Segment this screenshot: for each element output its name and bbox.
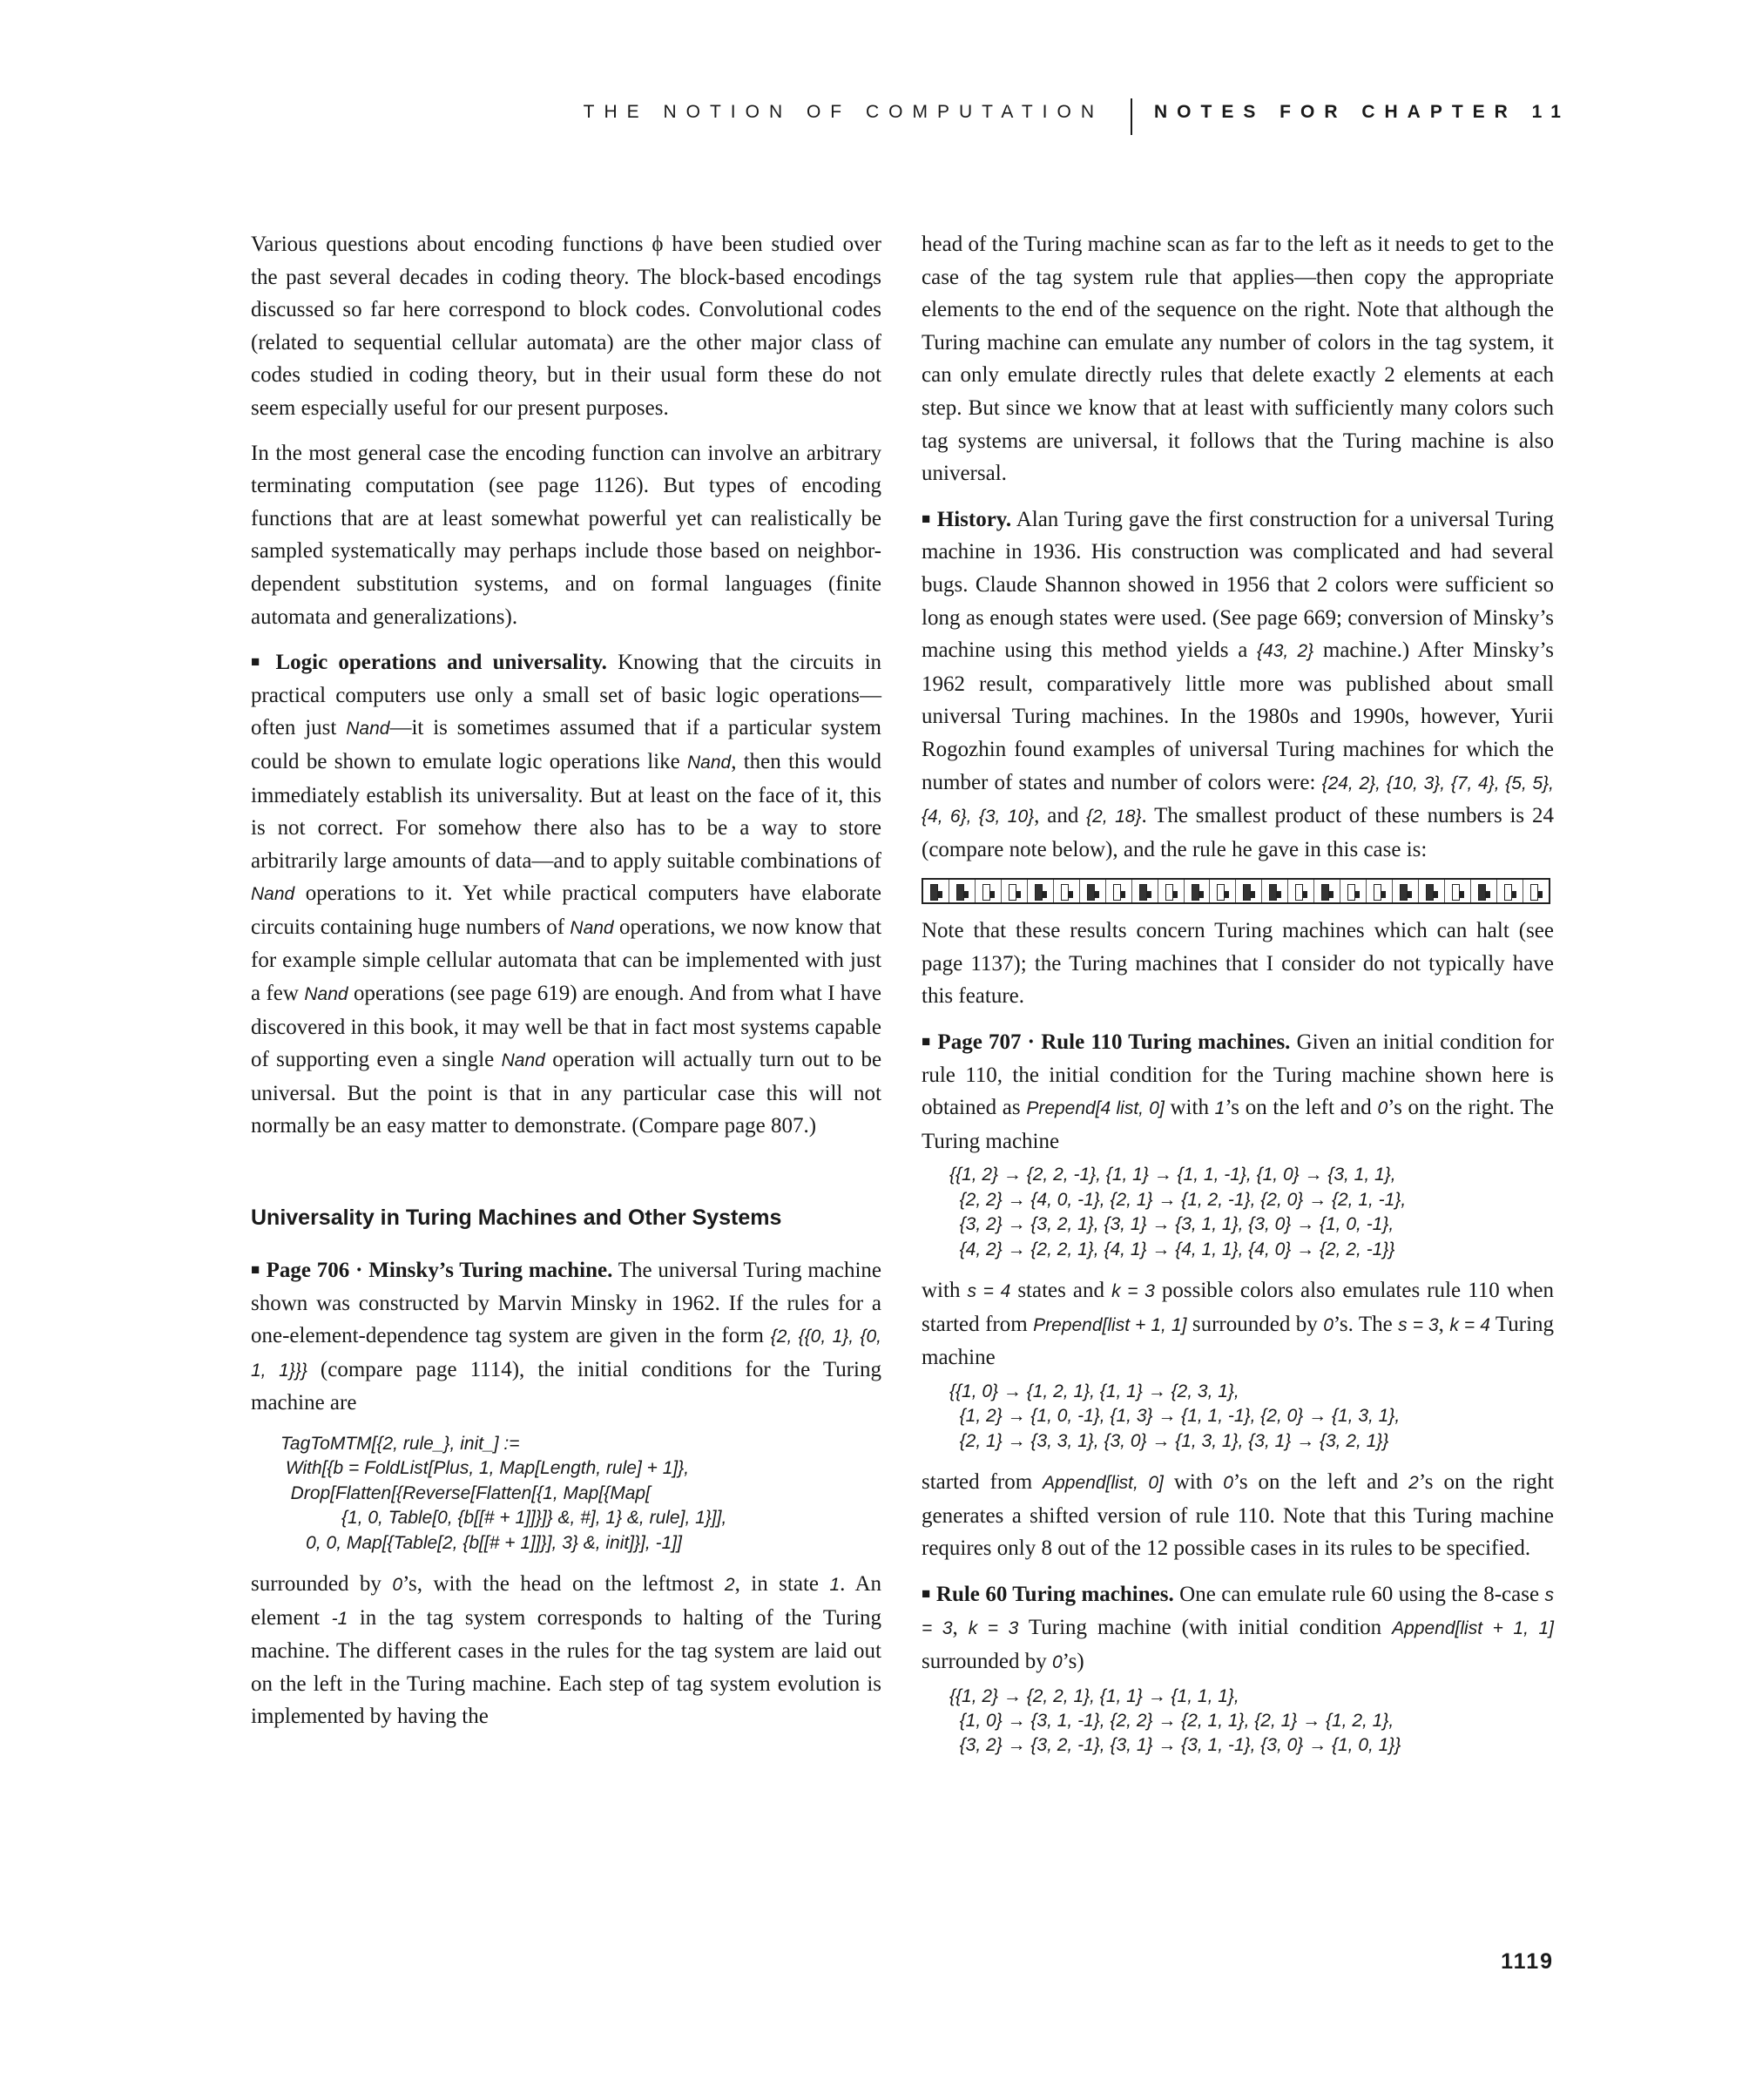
rule-cell xyxy=(1471,880,1497,902)
note-title: Page 706 · Minsky’s Turing machine. xyxy=(266,1259,613,1283)
note-rule110-turing: ■ Page 707 · Rule 110 Turing machines. Given an initial condition for rule 110, the initial condition for the Turing machine shown here is obtained as Prepend[4 list, 0] with 1’s on the left and 0’s on the right. The Turing machine xyxy=(922,1030,1555,1153)
bullet-icon: ■ xyxy=(251,1261,260,1279)
code-block-rule110-s4k3: {{1, 2} → {2, 2, -1}, {1, 1} → {1, 1, -1}, {1, 0} → {3, 1, 1}, {2, 2} → {4, 0, -1}, {2, 1} → {1, 2, -1}, {2, 0} → {2, 1, -1}, {3, 2} → {3, 2, 1}, {3, 1} → {3, 1, 1}, {3, 0} → {1, 0, -1}, {4, 2} → {2, 2, 1}, {4, 1} → {4, 1, 1}, {4, 0} → {2, 2, -1}} xyxy=(949,1165,1407,1259)
inline-code: Nand xyxy=(304,984,348,1005)
paragraph-tag-system-details: surrounded by 0’s, with the head on the leftmost 2, in state 1. An element -1 in the tag system corresponds to halting of the Turing machine. The different cases in the rules for the tag system are laid out on the left in the Turing machine. Each step of tag system evolution is implemented by having the xyxy=(251,1572,882,1729)
inline-code: {2, {{0, 1}, {0, 1, 1}}} xyxy=(251,1327,881,1381)
left-column xyxy=(251,228,881,1745)
note-title: Logic operations and universality. xyxy=(275,651,607,675)
inline-code: Prepend[4 list, 0] xyxy=(1026,1098,1165,1119)
rule-cell xyxy=(1002,880,1028,902)
inline-code: 1 xyxy=(829,1575,841,1596)
inline-code: Nand xyxy=(501,1050,545,1071)
rule-cell xyxy=(1288,880,1314,902)
code-block-tag-to-mtm: TagToMTM[{2, rule_}, init_] := With[{b = FoldList[Plus, 1, Map[Length, rule] + 1]}, Drop[Flatten[{Reverse[Flatten[{1, Map[{Map[ {1, 0, Table[0, {b[[# + 1]]}]} &, #], 1} &, rule], 1}]], 0, 0, Map[{Table[2, {b[[# + 1]]}], 3} &, init]}], -1]] xyxy=(280,1434,727,1553)
inline-code: k = 4 xyxy=(1449,1314,1490,1335)
rule-cell xyxy=(949,880,976,902)
rule-cell xyxy=(1523,880,1549,902)
inline-code: Nand xyxy=(570,917,614,938)
inline-code: Nand xyxy=(251,884,295,905)
paragraph-rule110-with: with s = 4 states and k = 3 possible colors also emulates rule 110 when started from Prepend[list + 1, 1] surrounded by 0’s. The s = 3, k = 4 Turing machine xyxy=(922,1279,1555,1370)
rule-cell xyxy=(1132,880,1158,902)
rule-cell xyxy=(1340,880,1367,902)
inline-code: {24, 2}, {10, 3}, {7, 4}, {5, 5}, {4, 6}, {3, 10} xyxy=(922,773,1555,827)
note-logic-operations: ■ Logic operations and universality. Knowing that the circuits in practical computers use only a small set of basic logic operations—often just Nand—it is sometimes assumed that if a particular system could be shown to emulate logic operations like Nand, then this would immediately establish its universality. But at least on the face of it, this is not correct. For somehow there also has to be a way to store arbitrarily large amounts of data—and to apply suitable combinations of Nand operations to it. Yet while practical computers have elaborate circuits containing huge numbers of Nand operations, we now know that for example simple cellular automata that can be implemented with just a few Nand operations (see page 619) are enough. And from what I have discovered in this book, it may well be that in fact most systems capable of supporting even a single Nand operation will actually turn out to be universal. But the point is that in any particular case this will not normally be an easy matter to demonstrate. (Compare page 807.) xyxy=(251,651,882,1138)
rule-cell xyxy=(1054,880,1080,902)
inline-code: 0 xyxy=(1377,1098,1388,1119)
paragraph-encoding-coding-theory: Various questions about encoding functions ϕ have been studied over the past several decades in coding theory. The block-based encodings discussed so far here correspond to block codes. Convolutional codes (related to sequential cellular automata) are the other major class of codes studied in coding theory, but in their usual form these do not seem especially useful for our present purposes. xyxy=(251,233,881,420)
rule-cell xyxy=(976,880,1002,902)
running-head xyxy=(0,102,1742,137)
rule-cell xyxy=(1185,880,1211,902)
rule-cell xyxy=(1419,880,1445,902)
rule-cell xyxy=(1497,880,1523,902)
inline-code: k = 3 xyxy=(968,1618,1019,1639)
rule-cell xyxy=(1445,880,1471,902)
inline-code: -1 xyxy=(331,1608,348,1629)
paragraph-rule110-started: started from Append[list, 0] with 0’s on the left and 2’s on the right generates a shifted version of rule 110. Note that this Turing machine requires only 8 out of the 12 possible cases in its rules to be specified. xyxy=(922,1470,1555,1561)
rule-cell xyxy=(1158,880,1185,902)
note-history: ■ History. Alan Turing gave the first construction for a universal Turing machine in 1936. His construction was complicated and had several bugs. Claude Shannon showed in 1956 that 2 colors were sufficient so long as enough states were used. (See page 669; conversion of Minsky’s machine using this method yields a {43, 2} machine.) After Minsky’s 1962 result, comparatively little more was published about small universal Turing machines. In the 1980s and 1990s, however, Yurii Rogozhin found examples of universal Turing machines for which the number of states and number of colors were: {24, 2}, {10, 3}, {7, 4}, {5, 5}, {4, 6}, {3, 10}, and {2, 18}. The smallest product of these numbers is 24 (compare note below), and the rule he gave in this case is: xyxy=(922,507,1555,861)
inline-code: 2 xyxy=(724,1575,735,1596)
note-title: History. xyxy=(936,507,1012,531)
rule-cell xyxy=(1210,880,1236,902)
inline-code: {2, 18} xyxy=(1086,807,1142,827)
inline-code: 1 xyxy=(1214,1098,1225,1119)
inline-code: 0 xyxy=(1223,1473,1233,1494)
bullet-icon: ■ xyxy=(251,653,266,671)
right-column xyxy=(922,228,1554,1771)
rule-cell xyxy=(1236,880,1262,902)
inline-code: k = 3 xyxy=(1111,1281,1155,1302)
paragraph-turing-scan: head of the Turing machine scan as far to the left as it needs to get to the case of the tag system rule that applies—then copy the appropriate elements to the end of the sequence on the right. Note that although the Turing machine can emulate any number of colors in the tag system, it can only emulate directly rules that delete exactly 2 elements at each step. But since we know that at least with sufficiently many colors such tag systems are universal, it follows that the Turing machine is also universal. xyxy=(922,233,1554,486)
code-block-rule60: {{1, 2} → {2, 2, 1}, {1, 1} → {1, 1, 1}, {1, 0} → {3, 1, -1}, {2, 2} → {2, 1, 1}, {2, 1} → {1, 2, 1}, {3, 2} → {3, 2, -1}, {3, 1} → {3, 1, -1}, {3, 0} → {1, 0, 1}} xyxy=(949,1685,1401,1756)
page-number: 1119 xyxy=(1501,1949,1554,1974)
inline-code: Append[list, 0] xyxy=(1043,1473,1164,1494)
inline-code: 2 xyxy=(1408,1473,1419,1494)
inline-code: 0 xyxy=(392,1575,403,1596)
rule-cell xyxy=(1367,880,1393,902)
section-heading: Universality in Turing Machines and Other Systems xyxy=(251,1205,782,1231)
inline-code: Nand xyxy=(346,719,390,739)
note-minsky-turing-machine: ■ Page 706 · Minsky’s Turing machine. The universal Turing machine shown was constructed by Marvin Minsky in 1962. If the rules for a one-element-dependence tag system are given in the form {2, {{0, 1}, {0, 1, 1}}} (compare page 1114), the initial conditions for the Turing machine are xyxy=(251,1259,882,1415)
paragraph-general-encoding: In the most general case the encoding function can involve an arbitrary terminating computation (see page 1126). But types of encoding functions that are at least somewhat powerful yet can realistically be sampled systematically may perhaps include those based on neighbor-dependent substitution systems, and on formal languages (finite automata and generalizations). xyxy=(251,441,881,629)
inline-code: 0 xyxy=(1051,1652,1063,1673)
note-title: Page 707 · Rule 110 Turing machines. xyxy=(937,1030,1291,1055)
running-head-book-part: THE NOTION OF COMPUTATION xyxy=(583,102,1104,122)
inline-code: Prepend[list + 1, 1] xyxy=(1033,1314,1187,1335)
bullet-icon: ■ xyxy=(922,1033,932,1050)
note-rule60-turing: ■ Rule 60 Turing machines. One can emulate rule 60 using the 8-case s = 3, k = 3 Turing machine (with initial condition Append[list + 1, 1] surrounded by 0’s) xyxy=(922,1582,1555,1674)
inline-code: s = 3 xyxy=(1398,1314,1439,1335)
code-block-rule110-s3k4: {{1, 0} → {1, 2, 1}, {1, 1} → {2, 3, 1}, {1, 2} → {1, 0, -1}, {1, 3} → {1, 1, -1}, {2, 0} → {1, 3, 1}, {2, 1} → {3, 3, 1}, {3, 0} → {1, 3, 1}, {3, 1} → {3, 2, 1}} xyxy=(949,1381,1401,1451)
inline-code: s = 3 xyxy=(922,1584,1555,1639)
inline-code: s = 4 xyxy=(967,1281,1011,1302)
note-title: Rule 60 Turing machines. xyxy=(935,1582,1174,1606)
bullet-icon: ■ xyxy=(922,510,931,527)
inline-code: 0 xyxy=(1323,1314,1334,1335)
rule-cell xyxy=(923,880,949,902)
rule-cell xyxy=(1262,880,1288,902)
rule-cell xyxy=(1106,880,1132,902)
running-head-chapter: NOTES FOR CHAPTER 11 xyxy=(1154,102,1570,122)
inline-code: {43, 2} xyxy=(1257,641,1314,662)
rule-cell xyxy=(1080,880,1106,902)
paragraph-halting-note: Note that these results concern Turing machines which can halt (see page 1137); the Turing machines that I consider do not typically have this feature. xyxy=(922,919,1554,1009)
rule-cell xyxy=(1028,880,1054,902)
running-head-divider xyxy=(1131,98,1132,135)
inline-code: Append[list + 1, 1] xyxy=(1392,1618,1555,1639)
inline-code: Nand xyxy=(686,752,732,773)
bullet-icon: ■ xyxy=(922,1584,931,1602)
rogozhin-rule-diagram xyxy=(922,878,1550,904)
rule-cell xyxy=(1393,880,1419,902)
rule-cell xyxy=(1314,880,1340,902)
